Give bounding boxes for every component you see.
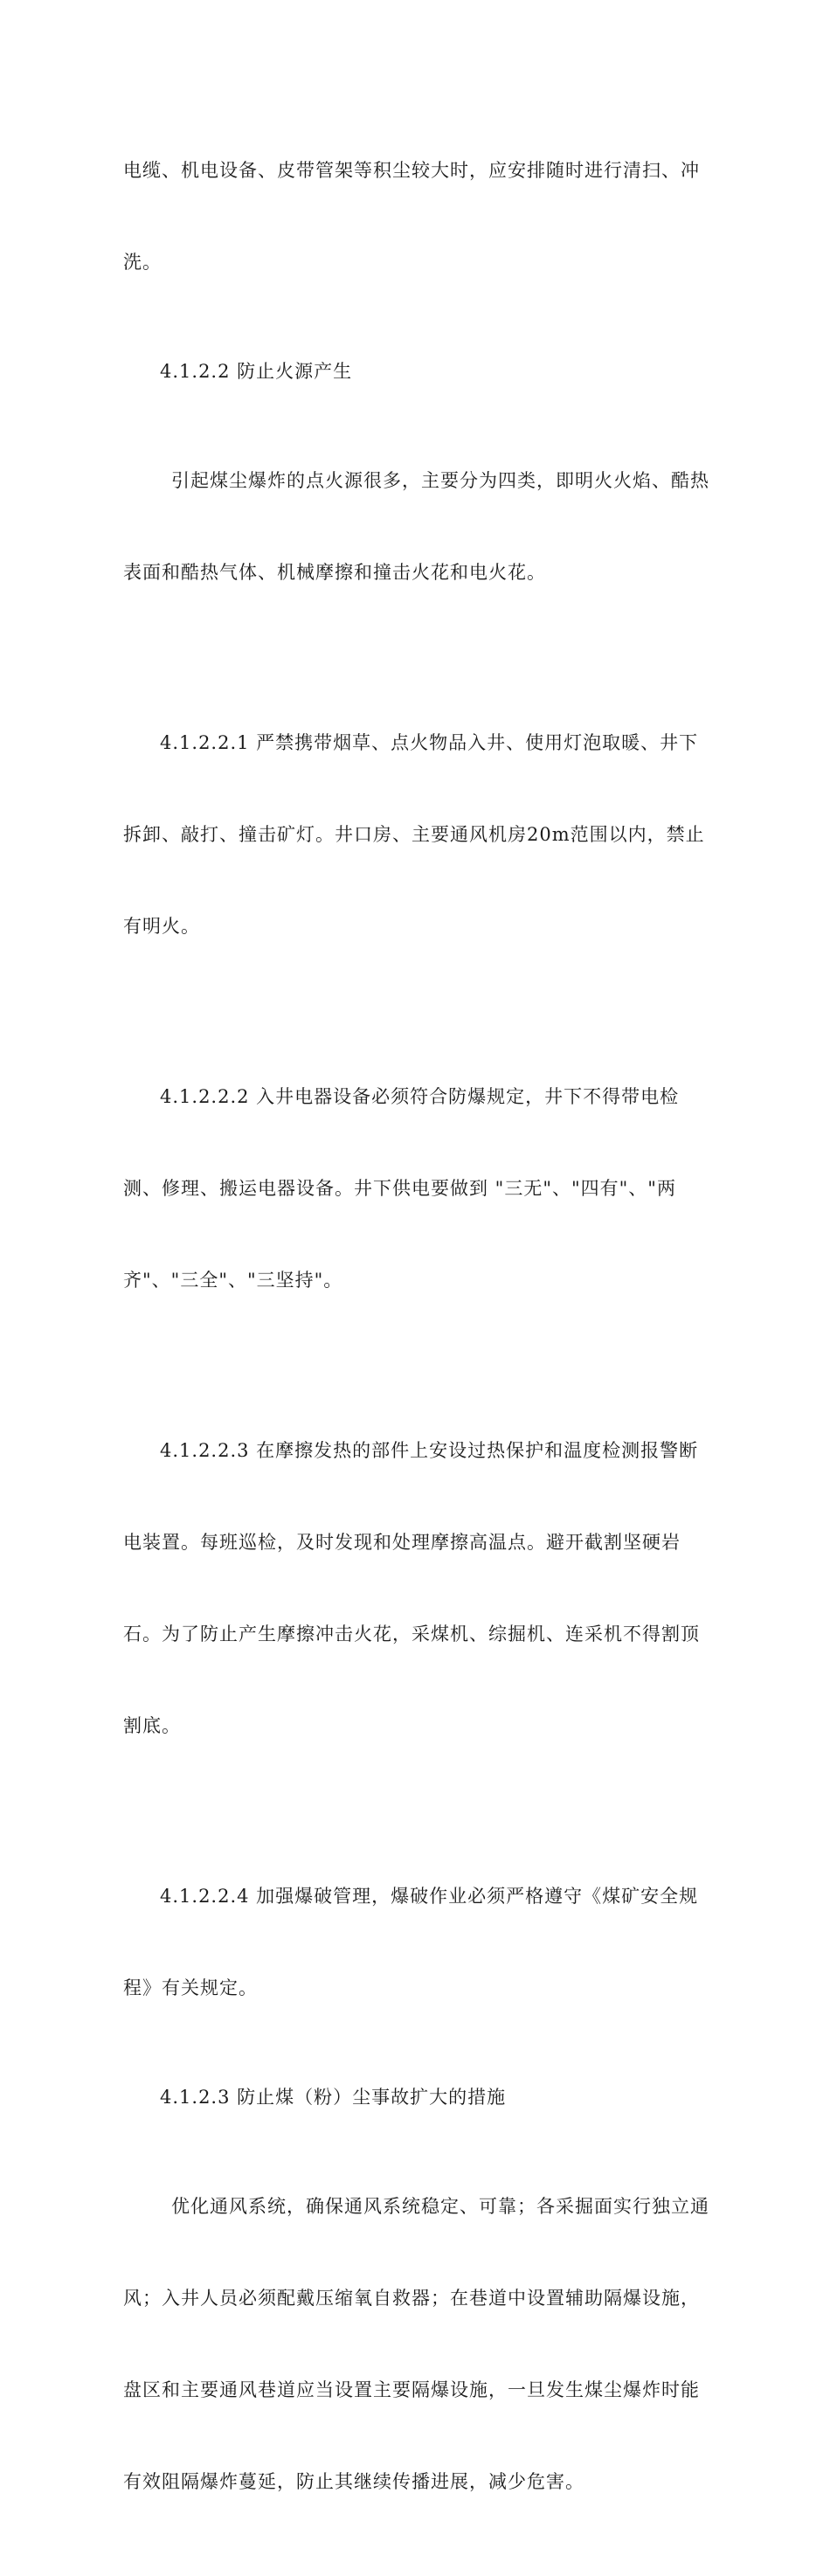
text-line: 测、修理、搬运电器设备。井下供电要做到 "三无"、"四有"、"两 bbox=[123, 1178, 676, 1199]
text-line: 齐"、"三全"、"三坚持"。 bbox=[123, 1270, 343, 1291]
paragraph-dust-cleaning bbox=[123, 94, 710, 339]
text-line: 盘区和主要通风巷道应当设置主要隔爆设施，一旦发生煤尘爆炸时能 bbox=[123, 2379, 700, 2400]
text-line: 拆卸、敲打、撞击矿灯。井口房、主要通风机房20m范围以内，禁止 bbox=[123, 824, 705, 845]
paragraph-4-1-2-2-4 bbox=[123, 1820, 710, 2065]
text-line: 4.1.2.2.2 入井电器设备必须符合防爆规定，井下不得带电检 bbox=[160, 1086, 680, 1107]
paragraph-4-1-2-2-3 bbox=[123, 1375, 710, 1803]
text-line: 有明火。 bbox=[123, 916, 200, 937]
document-body bbox=[123, 94, 710, 2576]
text-line: 优化通风系统，确保通风系统稳定、可靠；各采掘面实行独立通 bbox=[171, 2196, 709, 2217]
text-line: 洗。 bbox=[123, 252, 162, 273]
text-line: 引起煤尘爆炸的点火源很多，主要分为四类，即明火火焰、酷热 bbox=[171, 470, 709, 491]
text-line: 程》有关规定。 bbox=[123, 1977, 258, 1998]
text-line: 风；入井人员必须配戴压缩氧自救器；在巷道中设置辅助隔爆设施， bbox=[123, 2288, 700, 2309]
text-line: 电装置。每班巡检，及时发现和处理摩擦高温点。避开截割坚硬岩 bbox=[123, 1532, 681, 1553]
text-line: 表面和酷热气体、机械摩擦和撞击火花和电火花。 bbox=[123, 562, 546, 583]
paragraph-ventilation-measures bbox=[123, 2130, 710, 2559]
text-line: 4.1.2.2.1 严禁携带烟草、点火物品入井、使用灯泡取暖、井下 bbox=[160, 732, 699, 753]
section-heading-prevent-expansion: 4.1.2.3 防止煤（粉）尘事故扩大的措施 bbox=[160, 2087, 507, 2108]
text-line: 4.1.2.2.4 加强爆破管理，爆破作业必须严格遵守《煤矿安全规 bbox=[160, 1886, 699, 1907]
text-line: 电缆、机电设备、皮带管架等积尘较大时，应安排随时进行清扫、冲 bbox=[123, 160, 700, 181]
paragraph-4-1-2-2-2 bbox=[123, 1021, 710, 1357]
text-line: 割底。 bbox=[123, 1715, 181, 1736]
text-line: 有效阻隔爆炸蔓延，防止其继续传播进展，减少危害。 bbox=[123, 2471, 584, 2492]
paragraph-ignition-sources bbox=[123, 405, 710, 649]
text-line: 石。为了防止产生摩擦冲击火花，采煤机、综掘机、连采机不得割顶 bbox=[123, 1624, 700, 1645]
text-line: 4.1.2.2.3 在摩擦发热的部件上安设过热保护和温度检测报警断 bbox=[160, 1440, 699, 1461]
paragraph-4-1-2-2-1 bbox=[123, 667, 710, 1003]
section-heading-fire-source: 4.1.2.2 防止火源产生 bbox=[160, 361, 353, 382]
